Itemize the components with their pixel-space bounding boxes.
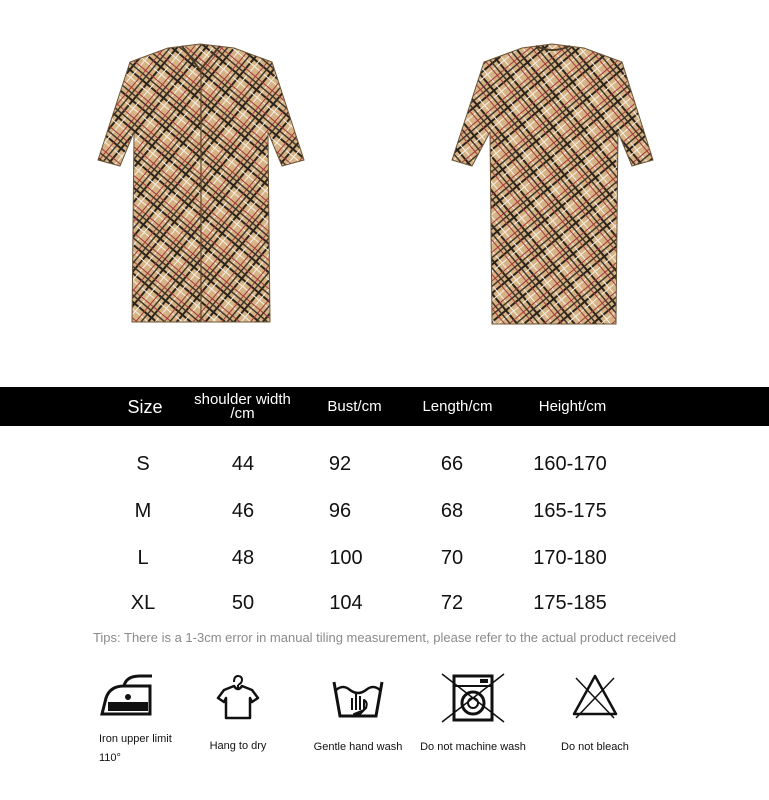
- cell-size: M: [134, 499, 152, 522]
- no-bleach-icon: [570, 672, 620, 720]
- hand-wash-icon: [330, 672, 386, 720]
- hang-label: Hang to dry: [209, 740, 267, 752]
- care-no-machine-wash: [408, 672, 538, 753]
- measurement-tips: Tips: There is a 1-3cm error in manual tiling measurement, please refer to the actual product received: [92, 630, 677, 645]
- table-row: [0, 588, 769, 618]
- cell-height: 160-170: [533, 452, 607, 475]
- cell-length: 66: [440, 452, 464, 475]
- cell-shoulder: 48: [231, 546, 255, 569]
- care-hang: [173, 672, 303, 752]
- cell-height: 170-180: [533, 546, 607, 569]
- care-hand-wash: [293, 672, 423, 753]
- no-machine-wash-label: Do not machine wash: [420, 741, 526, 753]
- shirt-front-image: [96, 40, 306, 330]
- size-table-header: [0, 387, 769, 426]
- no-machine-wash-icon: [440, 672, 506, 724]
- cell-height: 165-175: [533, 499, 607, 522]
- cell-length: 70: [440, 546, 464, 569]
- header-length: Length/cm: [422, 397, 493, 415]
- cell-bust: 92: [328, 452, 352, 475]
- cell-shoulder: 50: [231, 591, 255, 614]
- cell-bust: 104: [329, 591, 363, 614]
- header-height: Height/cm: [538, 397, 607, 415]
- care-no-bleach: [530, 672, 660, 753]
- no-bleach-label: Do not bleach: [561, 741, 629, 753]
- table-row: [0, 449, 769, 479]
- cell-size: L: [137, 546, 149, 569]
- cell-size: XL: [130, 591, 156, 614]
- header-size: Size: [127, 396, 163, 417]
- cell-size: S: [136, 452, 150, 475]
- header-shoulder-width: shoulder width /cm: [194, 390, 291, 422]
- table-row: [0, 496, 769, 526]
- cell-bust: 100: [329, 546, 363, 569]
- hand-wash-label: Gentle hand wash: [313, 741, 403, 753]
- iron-label: Iron upper limit 110°: [99, 733, 172, 764]
- cell-shoulder: 46: [231, 499, 255, 522]
- cell-length: 68: [440, 499, 464, 522]
- header-bust: Bust/cm: [327, 397, 382, 415]
- cell-shoulder: 44: [231, 452, 255, 475]
- iron-icon: [96, 672, 158, 720]
- shirt-back-image: [450, 40, 655, 330]
- cell-height: 175-185: [533, 591, 607, 614]
- table-row: [0, 543, 769, 573]
- cell-length: 72: [440, 591, 464, 614]
- cell-bust: 96: [328, 499, 352, 522]
- hanger-shirt-icon: [214, 672, 262, 722]
